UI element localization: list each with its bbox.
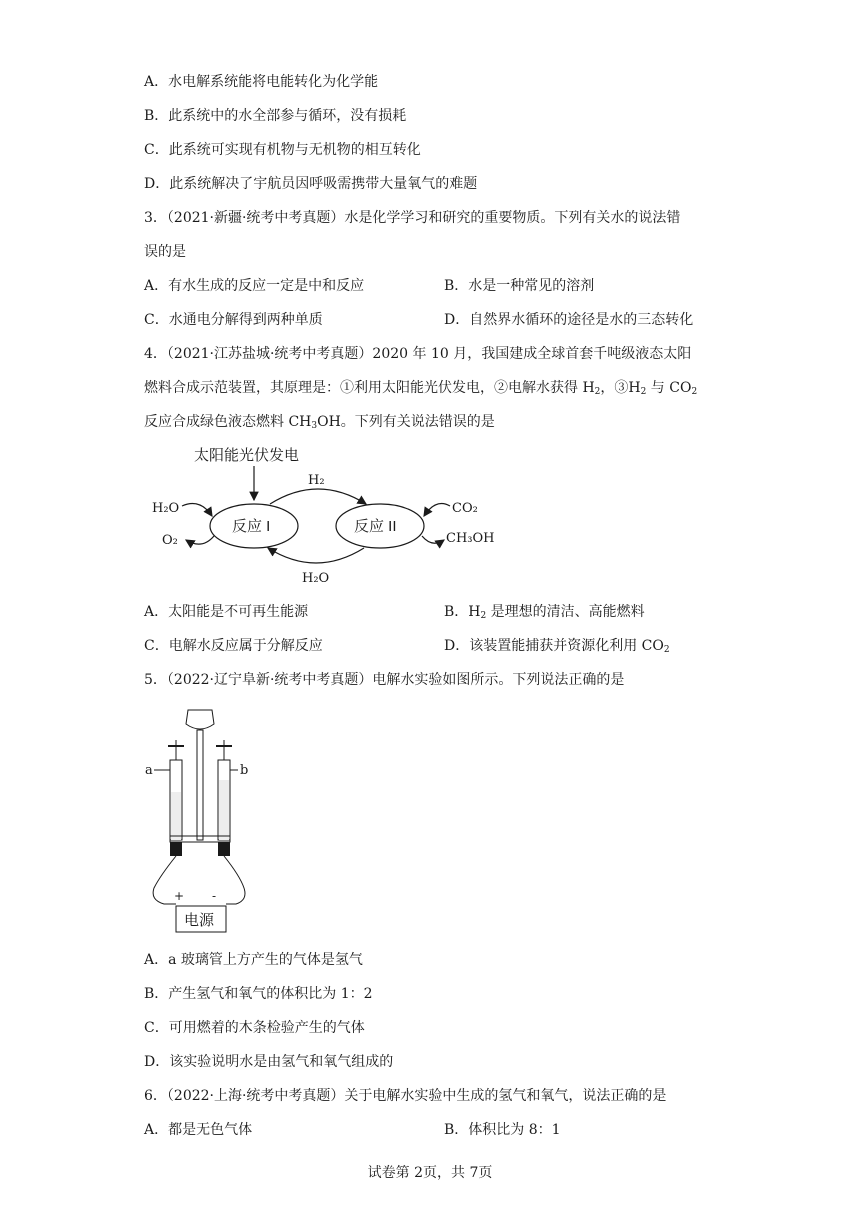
page-footer: 试卷第 2页，共 7页	[367, 1165, 493, 1181]
q4-option-d	[444, 636, 670, 656]
q5-option-a: A．a 玻璃管上方产生的气体是氢气	[144, 952, 363, 968]
q4-option-a: A．太阳能是不可再生能源	[144, 604, 309, 620]
q4-subscript: 3	[311, 421, 318, 431]
q3-stem-line2: 误的是	[144, 244, 186, 260]
h2o-input-label: H₂O	[152, 501, 180, 516]
q4-option-b	[444, 602, 645, 622]
q5-option-c: C．可用燃着的木条检验产生的气体	[144, 1020, 365, 1036]
q4-subscript: 2	[480, 611, 487, 621]
tube-b-label: b	[240, 763, 249, 778]
q4-stem-line1: 4．（2021·江苏盐城·统考中考真题）2020 年 10 月，我国建成全球首套千吨级液态太阳	[144, 346, 692, 362]
q4-option-b-part1: B．H	[444, 604, 481, 620]
q2-option-b: B．此系统中的水全部参与循环，没有损耗	[144, 108, 407, 124]
tube-b-water	[219, 780, 229, 840]
q6-option-b: B．体积比为 8：1	[444, 1122, 561, 1138]
reservoir-stem	[197, 730, 203, 840]
q5-option-b: B．产生氢气和氧气的体积比为 1：2	[144, 986, 373, 1002]
q4-option-d-part1: D．该装置能捕获并资源化利用 CO	[444, 638, 664, 654]
wire-right	[224, 856, 245, 904]
reaction-1-label: 反应 I	[232, 518, 271, 535]
negative-terminal-label: -	[212, 889, 217, 903]
q4-stem-line2-part3: 与 CO	[646, 380, 692, 396]
q4-subscript: 2	[640, 387, 647, 397]
power-supply-label: 电源	[184, 912, 215, 929]
q2-option-c: C．此系统可实现有机物与无机物的相互转化	[144, 142, 421, 158]
q3-stem-line1: 3．（2021·新疆·统考中考真题）水是化学学习和研究的重要物质。下列有关水的说法错	[144, 210, 681, 226]
q4-stem-line3	[144, 412, 495, 432]
q4-option-b-part2: 是理想的清洁、高能燃料	[486, 604, 645, 620]
q3-option-a: A．有水生成的反应一定是中和反应	[144, 278, 365, 294]
q4-stem-line3-part1: 反应合成绿色液态燃料 CH	[144, 414, 312, 430]
q5-electrolysis-apparatus	[140, 700, 260, 940]
wire-left	[153, 856, 176, 904]
q2-option-d: D．此系统解决了宇航员因呼吸需携带大量氧气的难题	[144, 176, 478, 192]
reservoir-funnel	[186, 710, 214, 729]
positive-terminal-label: +	[174, 889, 185, 903]
q5-stem: 5．（2022·辽宁阜新·统考中考真题）电解水实验如图所示。下列说法正确的是	[144, 672, 625, 688]
tube-a-water	[171, 792, 181, 840]
q4-subscript: 2	[663, 645, 670, 655]
q4-stem-line2-part1: 燃料合成示范装置，其原理是：①利用太阳能光伏发电，②电解水获得 H	[144, 380, 595, 396]
reaction-2-label: 反应 II	[354, 518, 397, 535]
q4-option-c: C．电解水反应属于分解反应	[144, 638, 323, 654]
o2-output-label: O₂	[162, 533, 178, 548]
q3-option-c: C．水通电分解得到两种单质	[144, 312, 323, 328]
co2-input-label: CO₂	[452, 501, 478, 516]
q4-subscript: 2	[594, 387, 601, 397]
q5-option-d: D．该实验说明水是由氢气和氧气组成的	[144, 1054, 394, 1070]
q6-option-a: A．都是无色气体	[144, 1122, 253, 1138]
ch3oh-output-label: CH₃OH	[446, 531, 495, 546]
q4-stem-line2-part2: ，③H	[600, 380, 641, 396]
q4-subscript: 2	[691, 387, 698, 397]
electrode-right	[218, 842, 230, 856]
q4-stem-line3-part2: OH。下列有关说法错误的是	[317, 414, 495, 430]
h2o-bottom-label: H₂O	[302, 571, 330, 586]
o2-output-arrow	[186, 536, 214, 544]
solar-power-label: 太阳能光伏发电	[194, 447, 300, 464]
q2-option-a: A．水电解系统能将电能转化为化学能	[144, 74, 379, 90]
q3-option-b: B．水是一种常见的溶剂	[444, 278, 595, 294]
q4-reaction-diagram	[140, 440, 520, 590]
h2o-input-arrow	[182, 504, 212, 516]
q6-stem: 6．（2022·上海·统考中考真题）关于电解水实验中生成的氢气和氧气，说法正确的是	[144, 1088, 667, 1104]
tube-a-label: a	[145, 763, 153, 778]
q3-option-d: D．自然界水循环的途径是水的三态转化	[444, 312, 694, 328]
h2o-bottom-arrow	[268, 548, 364, 563]
h2-arrow	[270, 489, 366, 504]
electrode-left	[170, 842, 182, 856]
co2-input-arrow	[424, 504, 450, 516]
h2-top-label: H₂	[308, 473, 325, 488]
q4-stem-line2	[144, 378, 697, 398]
ch3oh-output-arrow	[422, 536, 444, 543]
